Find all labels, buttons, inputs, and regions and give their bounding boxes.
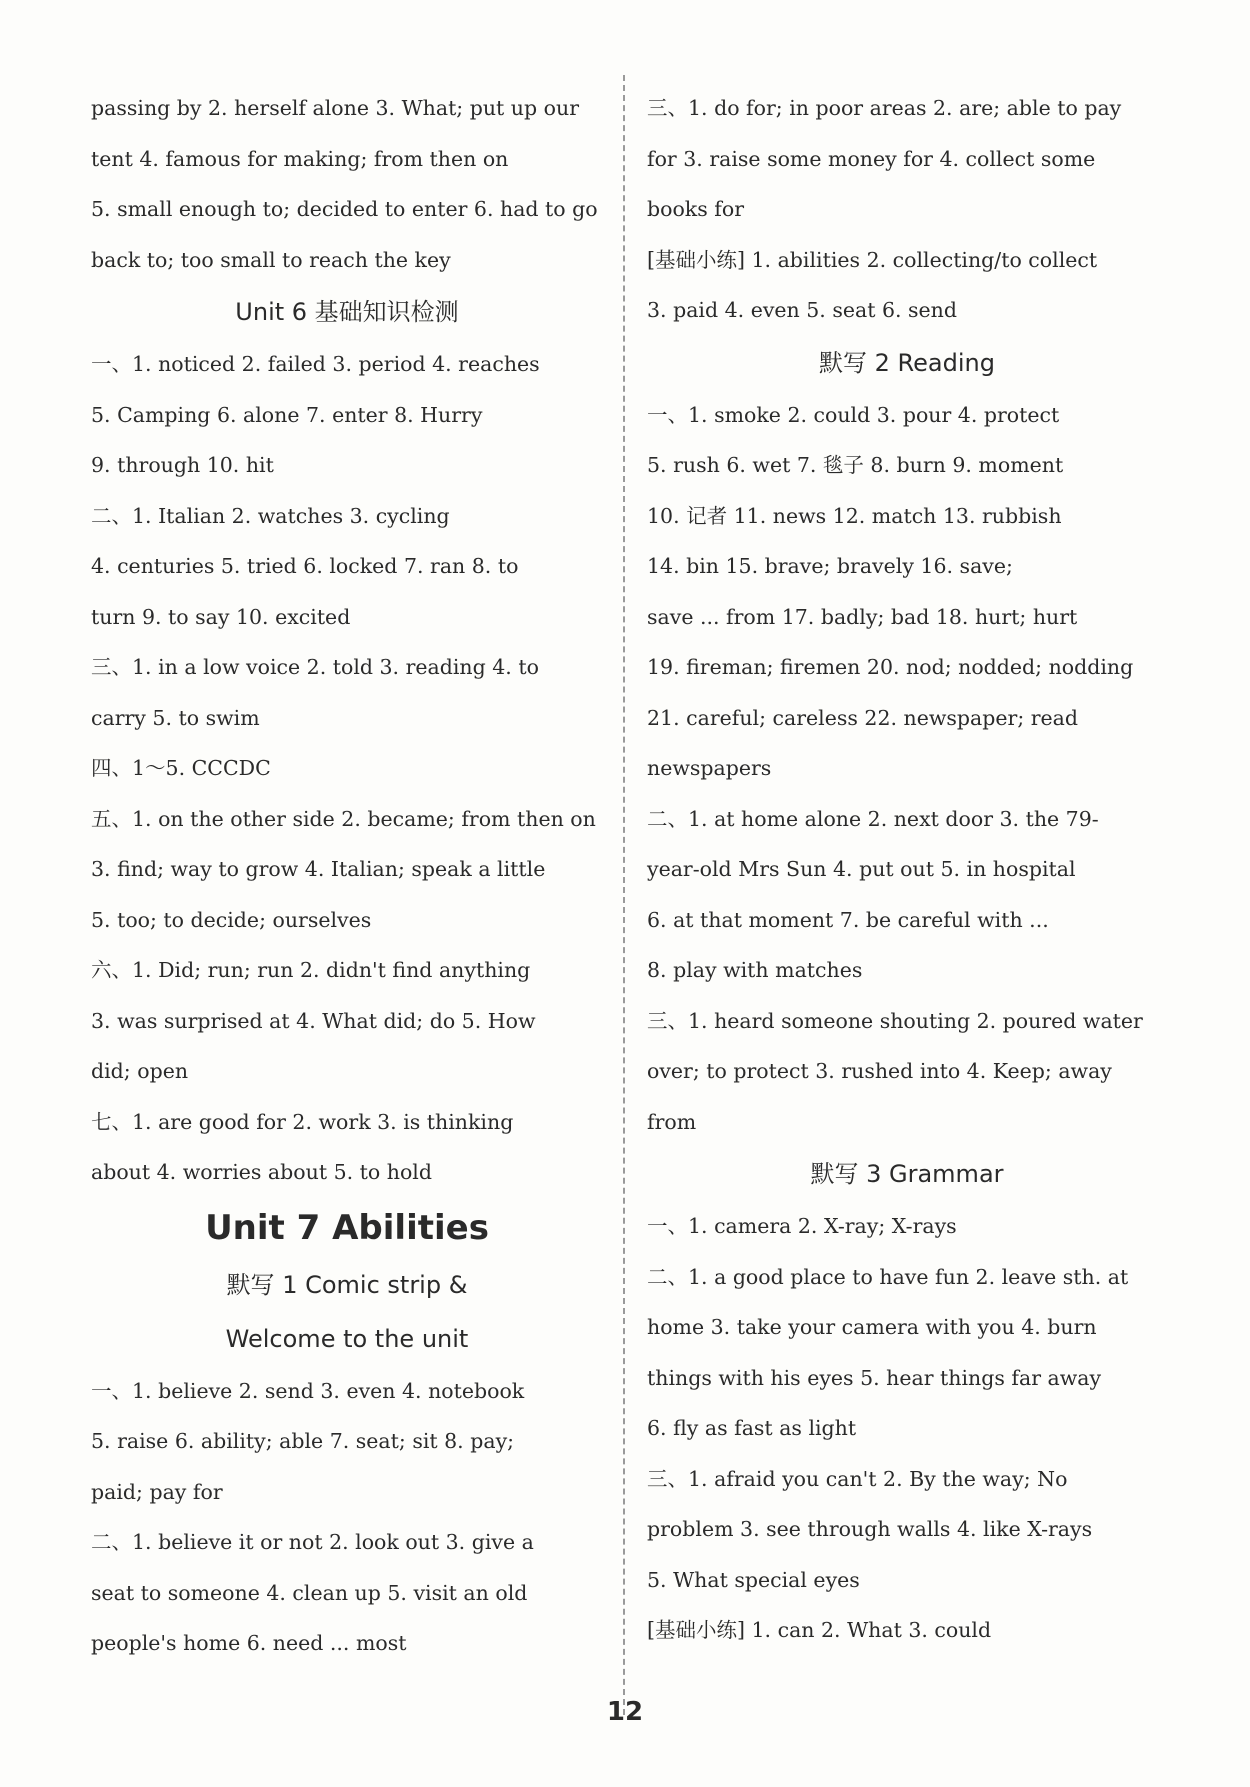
section-heading-dictation2: 默写 2 Reading <box>819 348 995 377</box>
section-heading-unit6: Unit 6 基础知识检测 <box>235 298 459 326</box>
answer-line: things with his eyes 5. hear things far away <box>647 1365 1102 1390</box>
answer-line: [基础小练] 1. can 2. What 3. could <box>647 1618 992 1642</box>
section-heading-dictation3: 默写 3 Grammar <box>810 1160 1004 1188</box>
answer-line: year-old Mrs Sun 4. put out 5. in hospital <box>647 857 1076 881</box>
answer-line: did; open <box>91 1059 189 1083</box>
answer-line: from <box>647 1109 697 1134</box>
answer-line: 5. Camping 6. alone 7. enter 8. Hurry <box>91 402 483 427</box>
answer-line: for 3. raise some money for 4. collect some <box>647 146 1096 171</box>
answer-line: 三、1. afraid you can't 2. By the way; No <box>647 1466 1068 1491</box>
answer-line: 5. raise 6. ability; able 7. seat; sit 8. pay; <box>91 1429 515 1453</box>
answer-line: 二、1. a good place to have fun 2. leave sth. at <box>647 1264 1129 1289</box>
answer-line: 5. What special eyes <box>647 1567 860 1592</box>
left-column <box>91 83 603 1669</box>
answer-line: seat to someone 4. clean up 5. visit an old <box>91 1580 528 1605</box>
answer-line: 5. small enough to; decided to enter 6. had to go <box>91 197 598 221</box>
answer-line: turn 9. to say 10. excited <box>91 604 351 629</box>
answer-line: 二、1. Italian 2. watches 3. cycling <box>91 503 450 528</box>
section-heading-dictation1: 默写 1 Comic strip & <box>226 1270 468 1299</box>
answer-line: 4. centuries 5. tried 6. locked 7. ran 8. to <box>91 554 519 578</box>
answer-line: 三、1. do for; in poor areas 2. are; able to pay <box>647 96 1122 120</box>
answer-line: 5. too; to decide; ourselves <box>91 907 372 932</box>
answer-line: 21. careful; careless 22. newspaper; read <box>647 705 1079 730</box>
answer-line: about 4. worries about 5. to hold <box>91 1160 432 1184</box>
page-number: 12 <box>606 1697 644 1727</box>
column-divider <box>623 75 625 1715</box>
answer-line: people's home 6. need ... most <box>91 1631 407 1655</box>
answer-line: 9. through 10. hit <box>91 453 274 477</box>
answer-line: 一、1. believe 2. send 3. even 4. notebook <box>91 1378 525 1403</box>
answer-line: newspapers <box>647 756 772 780</box>
unit-title: Unit 7 Abilities <box>205 1207 489 1248</box>
answer-line: books for <box>647 197 744 221</box>
answer-line: 14. bin 15. brave; bravely 16. save; <box>647 554 1013 578</box>
answer-line: [基础小练] 1. abilities 2. collecting/to collect <box>647 247 1098 272</box>
answer-line: paid; pay for <box>91 1479 223 1504</box>
answer-line: 一、1. smoke 2. could 3. pour 4. protect <box>647 402 1060 427</box>
answer-line: 3. find; way to grow 4. Italian; speak a little <box>91 857 546 881</box>
answer-line: 3. paid 4. even 5. seat 6. send <box>647 298 958 322</box>
answer-line: 6. fly as fast as light <box>647 1416 857 1440</box>
answer-line: 七、1. are good for 2. work 3. is thinking <box>91 1109 514 1134</box>
answer-line: carry 5. to swim <box>91 705 260 730</box>
answer-line: 三、1. in a low voice 2. told 3. reading 4. to <box>91 655 539 679</box>
right-column <box>647 83 1167 1656</box>
answer-line: 二、1. believe it or not 2. look out 3. give a <box>91 1530 534 1554</box>
answer-line: 一、1. camera 2. X-ray; X-rays <box>647 1214 957 1238</box>
answer-line: save ... from 17. badly; bad 18. hurt; hurt <box>647 604 1078 629</box>
answer-line: 6. at that moment 7. be careful with ... <box>647 907 1049 932</box>
answer-line: 一、1. noticed 2. failed 3. period 4. reaches <box>91 352 540 376</box>
section-heading-dictation1-sub: Welcome to the unit <box>225 1324 469 1353</box>
answer-line: passing by 2. herself alone 3. What; put up our <box>91 96 579 120</box>
answer-line: 8. play with matches <box>647 958 863 982</box>
answer-line: 3. was surprised at 4. What did; do 5. How <box>91 1008 536 1033</box>
answer-line: 六、1. Did; run; run 2. didn't find anything <box>91 958 531 982</box>
answer-line: 5. rush 6. wet 7. 毯子 8. burn 9. moment <box>647 453 1064 477</box>
answer-line: tent 4. famous for making; from then on <box>91 146 509 171</box>
answer-line: over; to protect 3. rushed into 4. Keep; away <box>647 1059 1112 1083</box>
answer-line: problem 3. see through walls 4. like X-rays <box>647 1517 1093 1541</box>
answer-line: back to; too small to reach the key <box>91 247 451 272</box>
answer-line: home 3. take your camera with you 4. burn <box>647 1315 1097 1339</box>
answer-line: 四、1～5. CCCDC <box>91 756 271 780</box>
answer-line: 19. fireman; firemen 20. nod; nodded; nodding <box>647 655 1134 679</box>
answer-line: 二、1. at home alone 2. next door 3. the 79- <box>647 806 1099 831</box>
answer-line: 五、1. on the other side 2. became; from then on <box>91 806 596 831</box>
answer-line: 10. 记者 11. news 12. match 13. rubbish <box>647 503 1062 528</box>
answer-line: 三、1. heard someone shouting 2. poured water <box>647 1008 1143 1033</box>
